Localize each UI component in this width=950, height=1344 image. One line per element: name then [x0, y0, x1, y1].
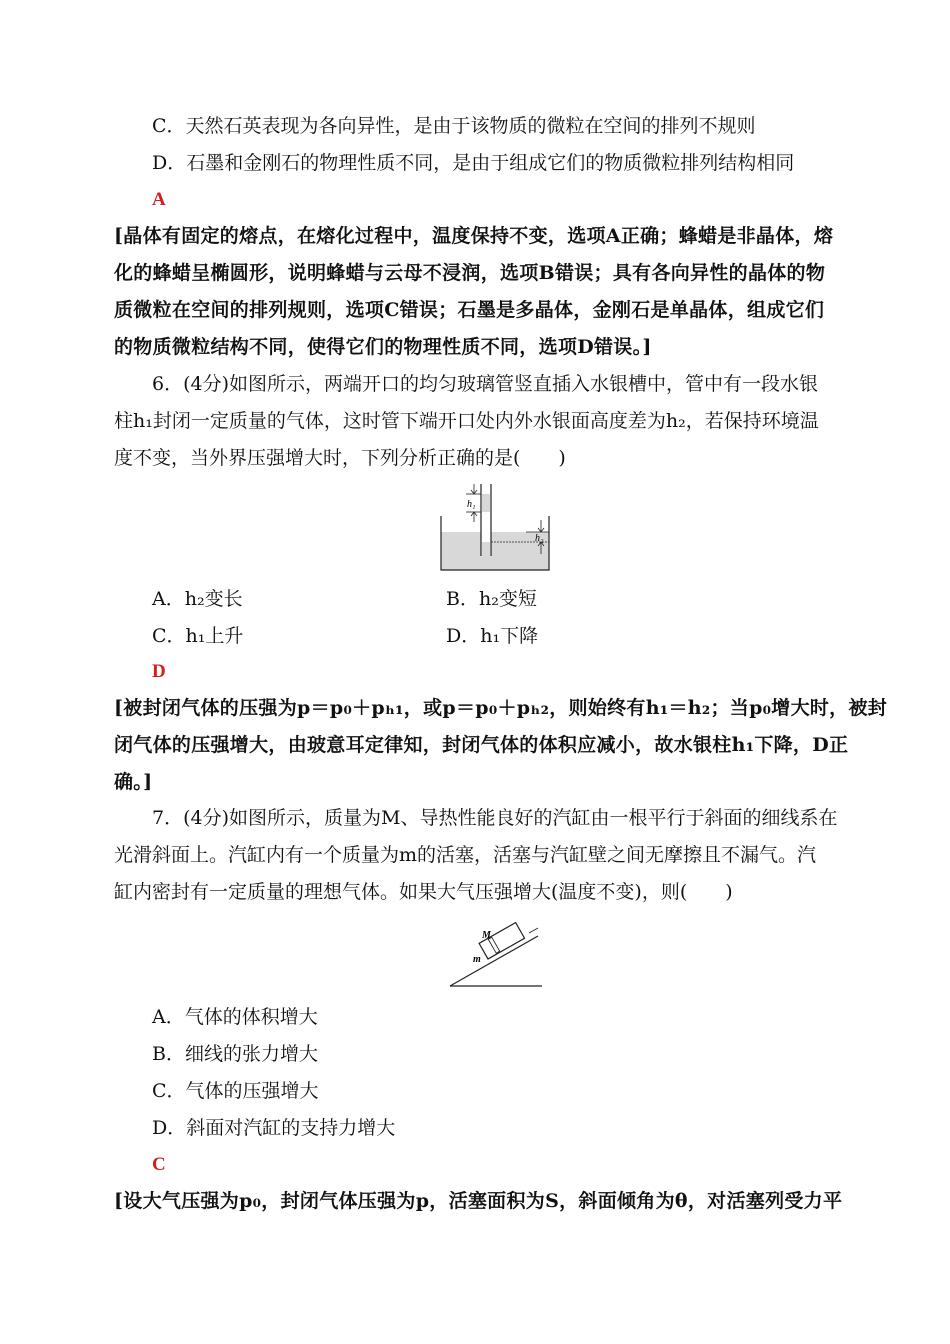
mercury-column-h1 [482, 494, 491, 512]
mercury-tube-diagram [430, 480, 560, 576]
mercury-in-tube [482, 542, 491, 556]
q6-explanation-line: [被封闭气体的压强为p＝p₀＋pₕ₁，或p＝p₀＋pₕ₂，则始终有h₁＝h₂；当p₀增大时，被封 [114, 697, 888, 719]
m-label: m [473, 954, 481, 965]
string [529, 928, 538, 933]
q6-option-a: A．h₂变长 [152, 588, 243, 610]
q5-option-c: C．天然石英表现为各向异性，是由于该物质的微粒在空间的排列不规则 [152, 115, 756, 137]
q7-stem-line: 光滑斜面上。汽缸内有一个质量为m的活塞，活塞与汽缸壁之间无摩擦且不漏气。汽 [114, 844, 817, 866]
q6-option-d: D．h₁下降 [446, 625, 539, 647]
q5-explanation-line: 化的蜂蜡呈椭圆形，说明蜂蜡与云母不浸润，选项B错误；具有各向异性的晶体的物 [114, 262, 826, 284]
q7-answer: C [152, 1154, 166, 1175]
q6-explanation-line: 确。] [114, 771, 153, 793]
h2-label: h₂ [535, 533, 544, 544]
q5-explanation-line: 质微粒在空间的排列规则，选项C错误；石墨是多晶体，金刚石是单晶体，组成它们 [114, 299, 825, 321]
q7-option-c: C．气体的压强增大 [152, 1080, 319, 1102]
q6-option-b: B．h₂变短 [446, 588, 537, 610]
q5-option-d: D．石墨和金刚石的物理性质不同，是由于组成它们的物质微粒排列结构相同 [152, 152, 795, 174]
q7-stem-line: 7．(4分)如图所示，质量为M、导热性能良好的汽缸由一根平行于斜面的细线系在 [152, 807, 838, 829]
q6-answer: D [152, 661, 166, 682]
q7-option-a: A．气体的体积增大 [152, 1006, 318, 1028]
q6-stem-line: 6．(4分)如图所示，两端开口的均匀玻璃管竖直插入水银槽中，管中有一段水银 [152, 373, 819, 395]
q6-explanation-line: 闭气体的压强增大，由玻意耳定律知，封闭气体的体积应减小，故水银柱h₁下降，D正 [114, 734, 849, 756]
q6-stem-line: 柱h₁封闭一定质量的气体，这时管下端开口处内外水银面高度差为h₂，若保持环境温 [114, 410, 819, 432]
mercury-trough-fill [441, 532, 549, 570]
q5-explanation-line: [晶体有固定的熔点，在熔化过程中，温度保持不变，选项A正确；蜂蜡是非晶体，熔 [114, 225, 834, 247]
q6-stem-line: 度不变，当外界压强增大时，下列分析正确的是( ) [114, 447, 566, 469]
q6-option-c: C．h₁上升 [152, 625, 244, 647]
h1-label: h₁ [467, 499, 476, 510]
q7-stem-line: 缸内密封有一定质量的理想气体。如果大气压强增大(温度不变)，则( ) [114, 881, 733, 903]
q5-explanation-line: 的物质微粒结构不同，使得它们的物理性质不同，选项D错误。] [114, 336, 652, 358]
q7-option-b: B．细线的张力增大 [152, 1043, 318, 1065]
M-label: M [482, 930, 491, 941]
q7-explanation-line: [设大气压强为p₀，封闭气体压强为p，活塞面积为S，斜面倾角为θ，对活塞列受力平 [114, 1190, 843, 1212]
q7-option-d: D．斜面对汽缸的支持力增大 [152, 1117, 396, 1139]
cylinder-incline-diagram [440, 918, 550, 990]
q5-answer: A [152, 189, 166, 210]
